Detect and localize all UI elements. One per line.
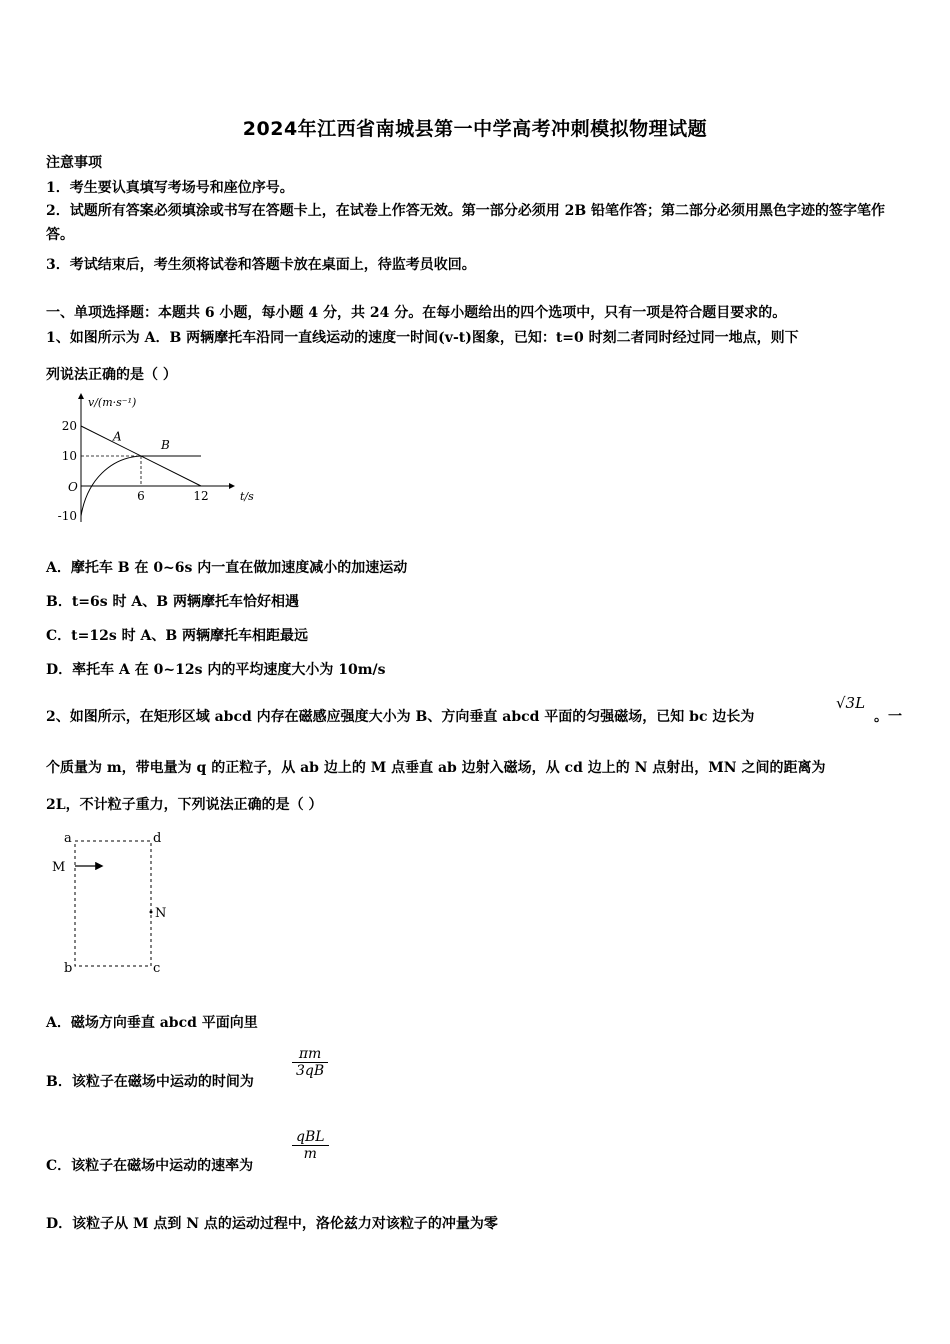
- corner-b: b: [64, 961, 73, 976]
- field-diagram: [48, 828, 188, 978]
- fraction-denominator: m: [303, 1146, 317, 1162]
- fraction-denominator: 3qB: [296, 1063, 325, 1079]
- vt-chart: [50, 392, 280, 532]
- point-n-label: N: [155, 906, 167, 921]
- q2-stem-line2: 个质量为 m，带电量为 q 的正粒子，从 ab 边上的 M 点垂直 ab 边射入磁场，从 cd 边上的 N 点射出，MN 之间的距离为: [46, 760, 826, 776]
- q2-stem-line3: 2L，不计粒子重力，下列说法正确的是（ ）: [46, 797, 323, 813]
- series-a-label: A: [113, 429, 122, 444]
- q1-stem-line1: 1、如图所示为 A．B 两辆摩托车沿同一直线运动的速度一时间(v-t)图象，已知：t=0 时刻二者同时经过同一地点，则下: [46, 330, 799, 346]
- notice-heading: 注意事项: [46, 155, 102, 171]
- q1-option-a: A．摩托车 B 在 0~6s 内一直在做加速度减小的加速运动: [46, 560, 408, 576]
- q2-option-d: D．该粒子从 M 点到 N 点的运动过程中，洛伦兹力对该粒子的冲量为零: [46, 1216, 498, 1232]
- notice-item-1: 1．考生要认真填写考场号和座位序号。: [46, 180, 294, 196]
- page-title: 2024年江西省南城县第一中学高考冲刺模拟物理试题: [242, 118, 708, 140]
- corner-c: c: [153, 961, 161, 976]
- fraction-numerator: πm: [292, 1046, 328, 1063]
- field-region: [75, 841, 151, 966]
- q2-option-a: A．磁场方向垂直 abcd 平面向里: [46, 1015, 258, 1031]
- x-tick-label: 12: [193, 489, 209, 503]
- notice-item-2: 2．试题所有答案必须填涂或书写在答题卡上，在试卷上作答无效。第一部分必须用 2B 铅笔作答；第二部分必须用黑色字迹的签字笔作答。: [46, 203, 886, 243]
- q2-option-c-fraction: [292, 1129, 329, 1162]
- fraction-numerator: qBL: [292, 1129, 329, 1146]
- q2-option-c: C．该粒子在磁场中运动的速率为: [46, 1158, 254, 1174]
- y-tick-label: 20: [61, 419, 77, 433]
- corner-d: d: [153, 831, 162, 846]
- x-tick-label: 6: [137, 489, 145, 503]
- q2-option-b: B．该粒子在磁场中运动的时间为: [46, 1074, 254, 1090]
- y-tick-label: 10: [61, 449, 77, 463]
- notice-item-3: 3．考试结束后，考生须将试卷和答题卡放在桌面上，待监考员收回。: [46, 257, 476, 273]
- q1-option-b: B．t=6s 时 A、B 两辆摩托车恰好相遇: [46, 594, 299, 610]
- y-axis-label: v/(m·s⁻¹): [88, 396, 137, 409]
- q1-stem-line2: 列说法正确的是（ ）: [46, 367, 177, 383]
- x-axis-label: t/s: [240, 490, 254, 503]
- section-heading: 一、单项选择题：本题共 6 小题，每小题 4 分，共 24 分。在每小题给出的四个选项中，只有一项是符合题目要求的。: [46, 305, 787, 321]
- series-b-label: B: [161, 437, 170, 452]
- q1-option-c: C．t=12s 时 A、B 两辆摩托车相距最远: [46, 628, 309, 644]
- corner-a: a: [64, 831, 72, 846]
- q2-stem-line1: 2、如图所示，在矩形区域 abcd 内存在磁感应强度大小为 B、方向垂直 abcd 平面的匀强磁场，已知 bc 边长为: [46, 709, 755, 725]
- point-m-label: M: [52, 860, 66, 875]
- q2-sqrt-value: √3L: [836, 694, 866, 712]
- point-n: [150, 911, 153, 914]
- y-tick-label: -10: [57, 509, 77, 523]
- origin-label: O: [68, 480, 78, 494]
- q2-option-b-fraction: [292, 1046, 328, 1079]
- q2-stem-line1-tail: 。一: [874, 709, 902, 725]
- q1-option-d: D．率托车 A 在 0~12s 内的平均速度大小为 10m/s: [46, 662, 386, 678]
